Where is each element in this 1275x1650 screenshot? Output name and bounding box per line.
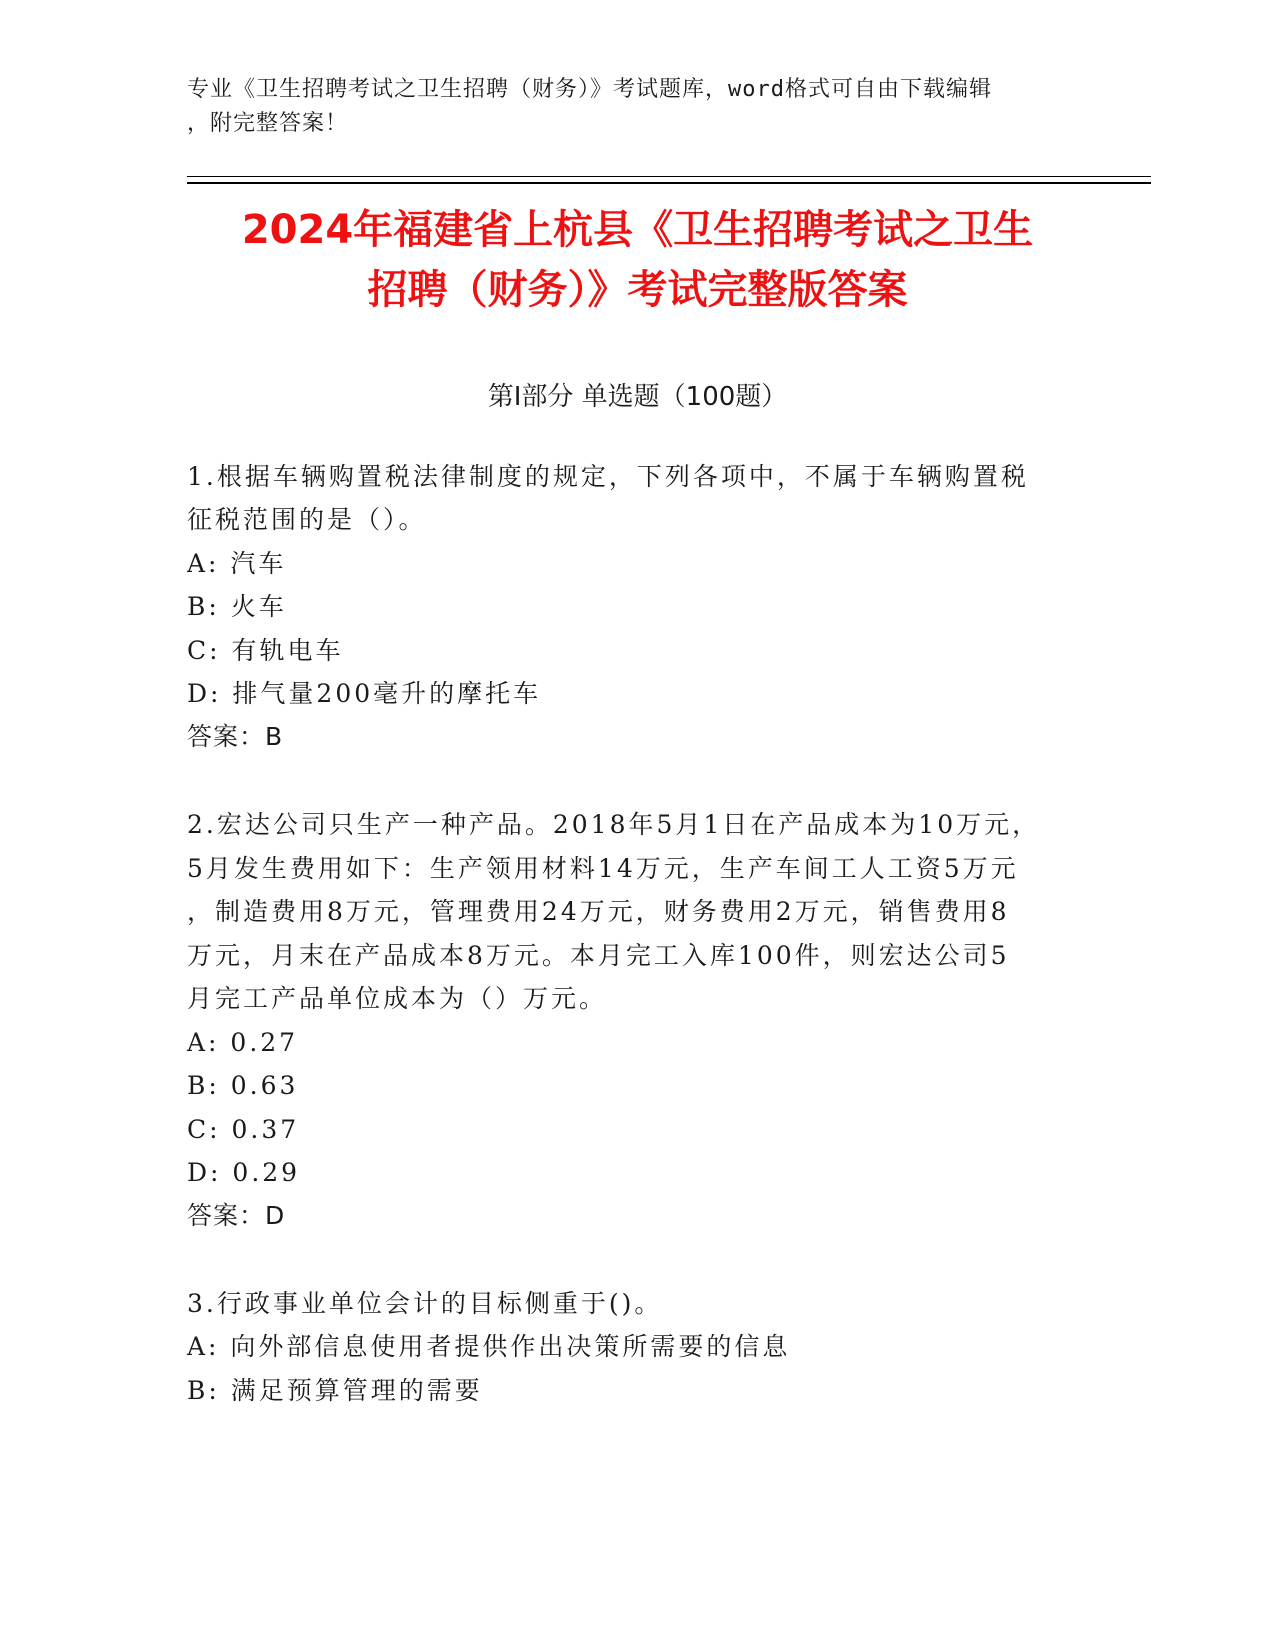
question-1-stem-line-1: 1.根据车辆购置税法律制度的规定，下列各项中，不属于车辆购置税	[187, 462, 1029, 491]
question-1-answer: 答案：B	[187, 722, 284, 751]
question-2-stem-line-3: ，制造费用8万元，管理费用24万元，财务费用2万元，销售费用8	[187, 897, 1010, 926]
header-note-line-2: ，附完整答案！	[187, 111, 349, 136]
document-title	[150, 200, 1125, 320]
question-3-stem-line-1: 3.行政事业单位会计的目标侧重于()。	[187, 1289, 663, 1318]
header-rule-thick	[187, 182, 1151, 184]
header-note	[187, 73, 1087, 141]
question-1-option-c: C: 有轨电车	[187, 636, 344, 665]
question-2-answer: 答案：D	[187, 1201, 286, 1230]
question-3-option-b: B: 满足预算管理的需要	[187, 1376, 483, 1405]
question-2-stem-line-5: 月完工产品单位成本为（）万元。	[187, 984, 608, 1013]
title-line-2: 招聘（财务）》考试完整版答案	[367, 267, 908, 313]
title-line-1: 2024年福建省上杭县《卫生招聘考试之卫生	[241, 207, 1034, 253]
question-1-option-d: D: 排气量200毫升的摩托车	[187, 679, 542, 708]
question-2-stem-line-2: 5月发生费用如下：生产领用材料14万元，生产车间工人工资5万元	[187, 854, 1019, 883]
section-heading: 第Ⅰ部分 单选题（100题）	[487, 382, 788, 412]
question-1-stem-line-2: 征税范围的是（）。	[187, 505, 427, 534]
question-2-option-a: A: 0.27	[187, 1028, 299, 1057]
question-2-option-b: B: 0.63	[187, 1071, 299, 1100]
question-1-option-a: A: 汽车	[187, 549, 287, 578]
question-1-option-b: B: 火车	[187, 592, 287, 621]
question-2-stem-line-4: 万元，月末在产品成本8万元。本月完工入库100件，则宏达公司5	[187, 941, 1010, 970]
question-2-stem-line-1: 2.宏达公司只生产一种产品。2018年5月1日在产品成本为10万元，	[187, 810, 1041, 839]
question-2-option-c: C: 0.37	[187, 1115, 300, 1144]
header-note-line-1: 专业《卫生招聘考试之卫生招聘（财务）》考试题库，word格式可自由下载编辑	[187, 77, 992, 102]
question-2-option-d: D: 0.29	[187, 1158, 301, 1187]
header-rule-thin	[187, 176, 1151, 177]
question-3-option-a: A: 向外部信息使用者提供作出决策所需要的信息	[187, 1332, 791, 1361]
